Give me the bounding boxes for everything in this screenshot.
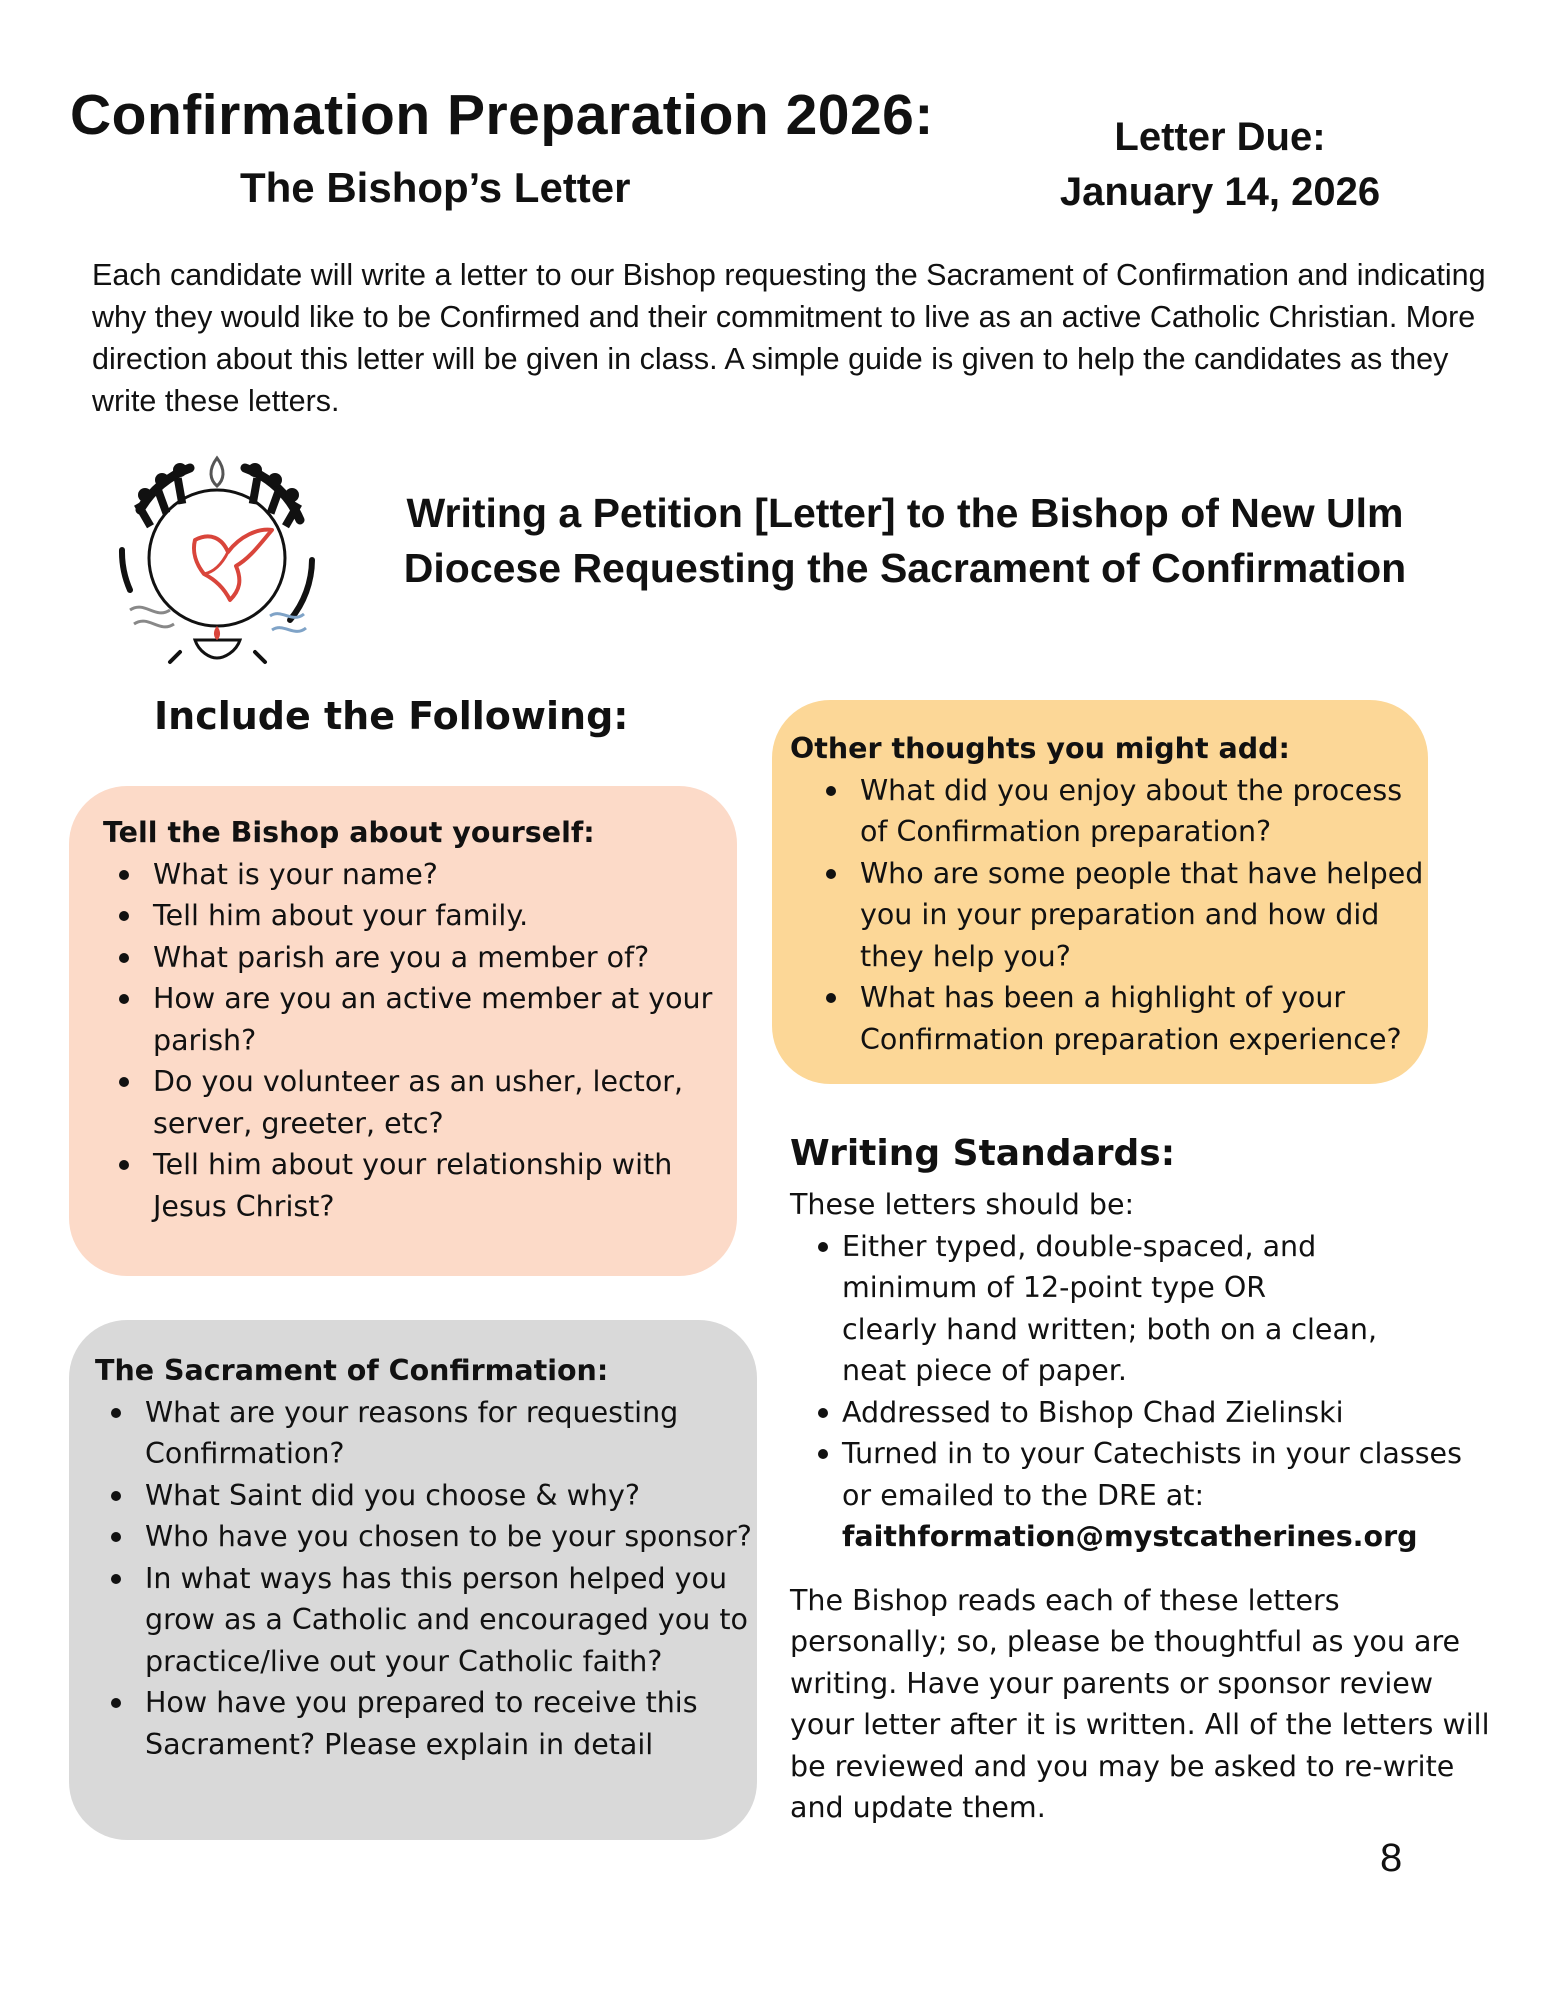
list-item: Do you volunteer as an usher, lector, server, greeter, etc? [153,1061,727,1144]
list-item: What is your name? [153,854,727,896]
about-yourself-box [69,786,737,1276]
page-number: 8 [1380,1836,1403,1880]
list-item: What Saint did you choose & why? [145,1475,757,1517]
closing-paragraph: The Bishop reads each of these letters personally; so, please be thoughtful as you are writing. Have your parents or sponsor review your letter after it is written. All of the letters will be reviewed and you may be asked to re-write and update them. [790,1583,1490,1824]
list-item: Who are some people that have helped you in your preparation and how did they help you? [860,853,1428,978]
list-item: Tell him about your family. [153,895,727,937]
list-item: In what ways has this person helped you grow as a Catholic and encouraged you to practice/live out your Catholic faith? [145,1558,757,1683]
include-heading: Include the Following: [154,694,629,738]
due-label: Letter Due: [1114,115,1326,159]
other-thoughts-heading: Other thoughts you might add: [790,732,1290,765]
writing-standards-heading: Writing Standards: [790,1133,1176,1174]
list-item: What did you enjoy about the process of Confirmation preparation? [860,770,1428,853]
sacrament-list [95,1392,757,1766]
confirmation-logo [100,440,335,675]
intro-paragraph: Each candidate will write a letter to our Bishop requesting the Sacrament of Confirmation and indicating why they would like to be Confirmed and their commitment to live as an active Catholic Christian. More direction about this letter will be given in class. A simple guide is given to help the candidates as they write these letters. [92,258,1486,418]
list-item: How are you an active member at your parish? [153,978,727,1061]
writing-standards-list [790,1226,1490,1558]
dove-emblem-icon [100,440,335,675]
standard-line: Either typed, double-spaced, and [842,1229,1317,1263]
dre-email: faithformation@mystcatherines.org [842,1520,1418,1553]
page-title: Confirmation Preparation 2026: [70,83,934,147]
list-item [842,1433,1490,1558]
sacrament-box [69,1320,757,1840]
list-item: Tell him about your relationship with Jesus Christ? [153,1144,727,1227]
list-item: What are your reasons for requesting Confirmation? [145,1392,757,1475]
about-yourself-heading: Tell the Bishop about yourself: [103,816,595,849]
writing-standards-lead: These letters should be: [790,1188,1135,1221]
writing-standards-section [790,1130,1490,1829]
about-yourself-list [103,854,727,1228]
list-item: Who have you chosen to be your sponsor? [145,1516,757,1558]
page-subtitle: The Bishop’s Letter [240,164,631,211]
petition-line-2: Diocese Requesting the Sacrament of Confirmation [403,545,1407,591]
list-item: What has been a highlight of your Confirmation preparation experience? [860,977,1428,1060]
standard-line: minimum of 12-point type OR [842,1271,1267,1304]
list-item [842,1226,1490,1392]
sacrament-heading: The Sacrament of Confirmation: [95,1354,609,1387]
list-item: How have you prepared to receive this Sacrament? Please explain in detail [145,1682,757,1765]
petition-heading [380,486,1430,596]
petition-line-1: Writing a Petition [Letter] to the Bishop of New Ulm [406,490,1404,536]
other-thoughts-box [772,700,1428,1084]
due-date: January 14, 2026 [1059,170,1381,214]
standard-text: Turned in to your Catechists in your classes or emailed to the DRE at: [842,1437,1462,1512]
standard-line: clearly hand written; both on a clean, [842,1312,1378,1346]
standard-line: neat piece of paper. [842,1354,1127,1387]
due-date-block [1030,110,1410,220]
list-item: What parish are you a member of? [153,937,727,979]
list-item: Addressed to Bishop Chad Zielinski [842,1392,1490,1434]
other-thoughts-list [790,770,1428,1061]
